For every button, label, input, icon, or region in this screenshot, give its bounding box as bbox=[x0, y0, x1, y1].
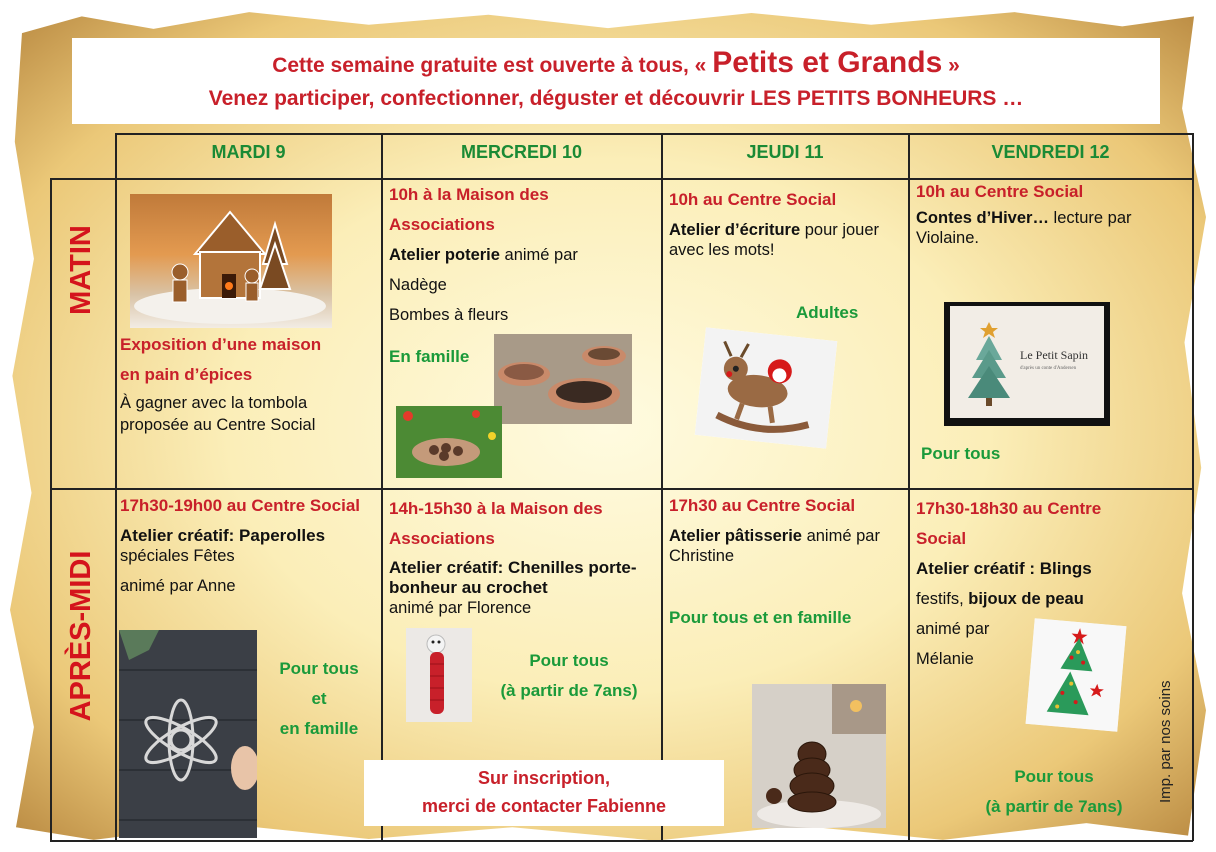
mardi-apresmidi-cell: 17h30-19h00 au Centre Social Atelier créatif: Paperolles spéciales Fêtes animé par Anne bbox=[120, 496, 361, 595]
pottery-bowls-photo bbox=[494, 334, 632, 424]
vendredi-matin-cell: 10h au Centre Social Contes d’Hiver… lecture par Violaine. bbox=[916, 182, 1132, 247]
day-header-vendredi: VENDREDI 12 bbox=[991, 142, 1110, 162]
chocolate-pinecone-pastry-photo bbox=[752, 684, 886, 828]
mercredi-apresmidi-cell: 14h-15h30 à la Maison des Associations Atelier créatif: Chenilles porte-bonheur au crochet animé par Florence bbox=[389, 499, 637, 617]
jeudi-matin-cell: 10h au Centre Social Atelier d’écriture pour jouer avec les mots! bbox=[669, 190, 880, 259]
jeudi-matin-audience: Adultes bbox=[796, 303, 859, 322]
mercredi-matin-audience: En famille bbox=[389, 347, 470, 366]
bling-tree-stickers-photo bbox=[1026, 618, 1127, 732]
jeudi-apresmidi-cell: 17h30 au Centre Social Atelier pâtisserie animé par Christine bbox=[669, 496, 880, 565]
imprint-note: Imp. par nos soins bbox=[1157, 680, 1174, 803]
grid-line bbox=[661, 133, 663, 841]
fir-tree-icon bbox=[964, 318, 1014, 408]
day-header-jeudi: JEUDI 11 bbox=[746, 142, 824, 162]
mercredi-apresmidi-audience: Pour tous (à partir de 7ans) bbox=[500, 651, 638, 700]
grid-line bbox=[50, 488, 1193, 490]
grid-line bbox=[50, 840, 1193, 842]
day-header-mercredi: MERCREDI 10 bbox=[460, 142, 583, 162]
vendredi-apresmidi-cell: 17h30-18h30 au Centre Social Atelier créatif : Blings festifs, bijoux de peau animé par Mélanie bbox=[916, 499, 1102, 668]
rocking-reindeer-ornament-photo bbox=[695, 327, 838, 448]
header-banner bbox=[72, 38, 1160, 124]
registration-notice: Sur inscription, merci de contacter Fabienne bbox=[364, 760, 724, 826]
vendredi-matin-audience: Pour tous bbox=[921, 444, 1001, 463]
row-label-matin: MATIN bbox=[65, 225, 97, 315]
mardi-matin-cell: Exposition d’une maison en pain d’épices À gagner avec la tombola proposée au Centre Social bbox=[120, 335, 322, 434]
vendredi-apresmidi-audience: Pour tous (à partir de 7ans) bbox=[985, 767, 1123, 816]
gingerbread-house-photo bbox=[130, 194, 332, 328]
day-header-mardi: MARDI 9 bbox=[211, 142, 286, 162]
flower-seed-bombs-photo bbox=[396, 406, 502, 478]
grid-line bbox=[1192, 133, 1194, 841]
row-label-apres-midi: APRÈS-MIDI bbox=[65, 550, 97, 722]
jeudi-apresmidi-audience: Pour tous et en famille bbox=[669, 608, 852, 627]
crochet-caterpillar-photo bbox=[406, 628, 472, 722]
header-line-1: Cette semaine gratuite est ouverte à tous, « Petits et Grands » bbox=[272, 46, 960, 79]
grid-line bbox=[381, 133, 383, 841]
grid-line bbox=[115, 133, 117, 841]
paper-quilling-snowflake-photo bbox=[119, 630, 257, 838]
mercredi-matin-cell: 10h à la Maison des Associations Atelier poterie animé par Nadège Bombes à fleurs bbox=[389, 185, 578, 324]
grid-line bbox=[908, 133, 910, 841]
header-highlight: Petits et Grands bbox=[712, 46, 943, 79]
book-cover-le-petit-sapin: Le Petit Sapin d'après un conte d'Andersen bbox=[944, 302, 1110, 426]
mardi-apresmidi-audience: Pour tous et en famille bbox=[279, 659, 359, 738]
header-line-2: Venez participer, confectionner, déguster et découvrir LES PETITS BONHEURS … bbox=[208, 87, 1024, 110]
grid-line bbox=[50, 178, 52, 841]
